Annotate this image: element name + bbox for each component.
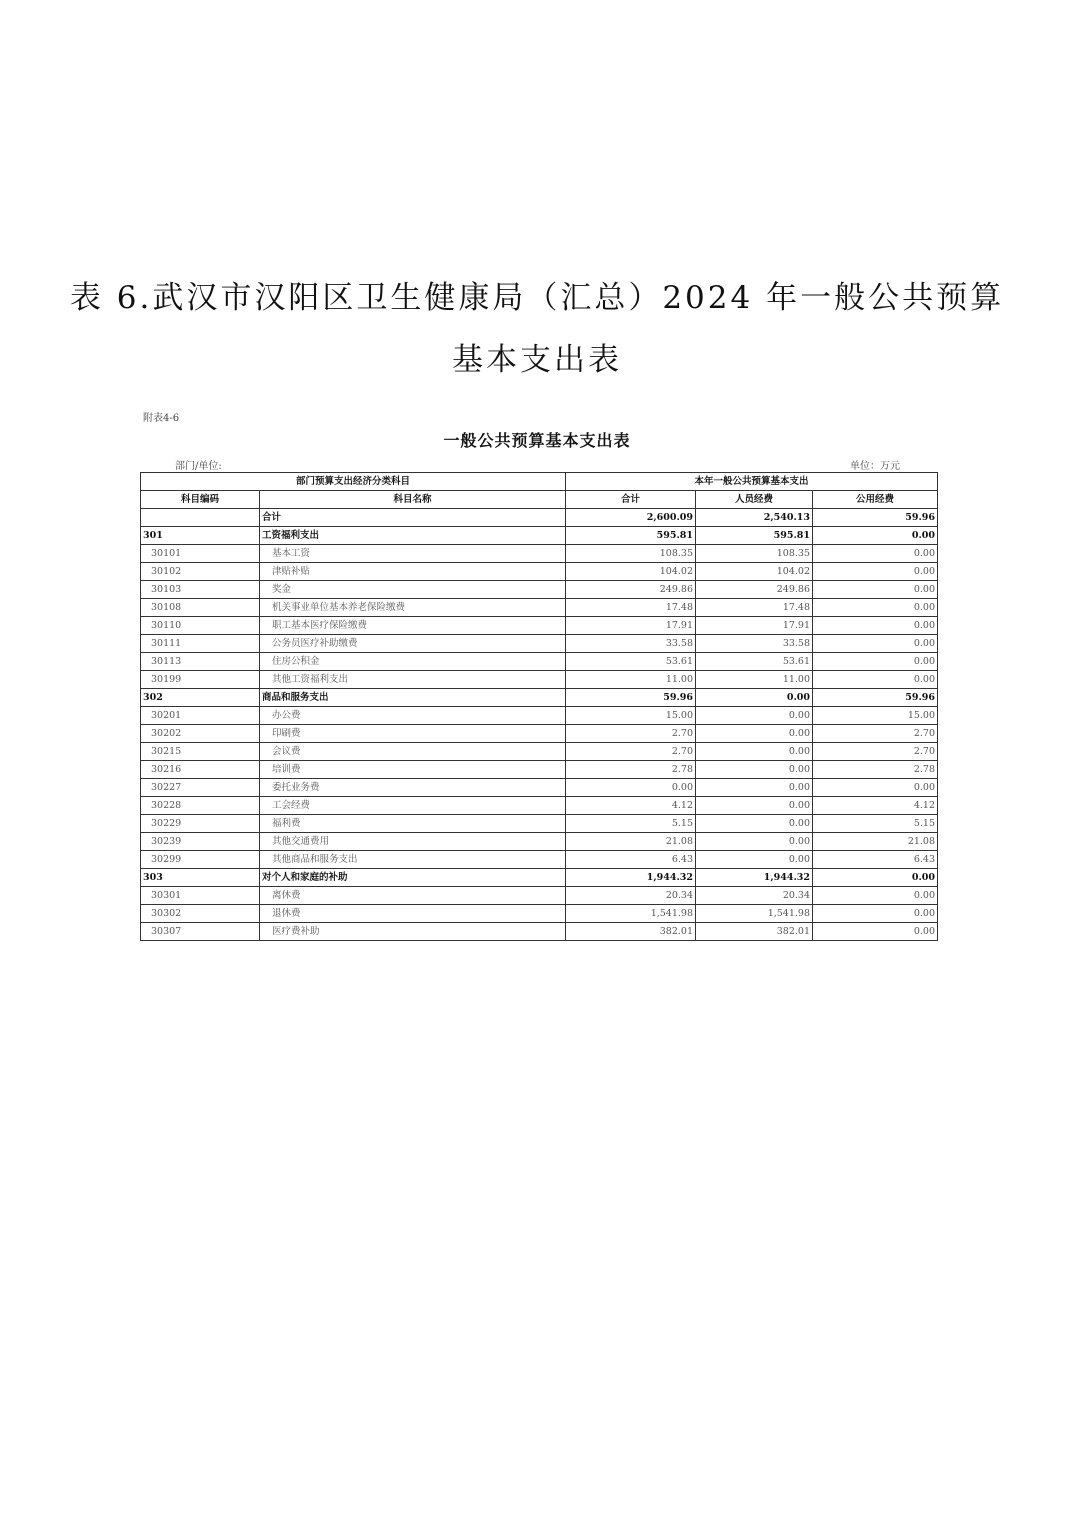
name-cell: 津贴补贴 <box>260 563 566 581</box>
name-cell: 基本工资 <box>260 545 566 563</box>
total-cell: 21.08 <box>566 833 696 851</box>
code-cell: 30228 <box>141 797 260 815</box>
total-cell: 5.15 <box>566 815 696 833</box>
name-cell: 商品和服务支出 <box>260 689 566 707</box>
name-cell: 奖金 <box>260 581 566 599</box>
code-cell: 30202 <box>141 725 260 743</box>
code-cell: 30239 <box>141 833 260 851</box>
public-cell: 0.00 <box>813 527 938 545</box>
page-title: 表 6.武汉市汉阳区卫生健康局（汇总）2024 年一般公共预算 <box>69 280 1005 316</box>
table-row <box>141 887 938 905</box>
total-cell: 2.78 <box>566 761 696 779</box>
total-cell: 17.91 <box>566 617 696 635</box>
personnel-cell: 0.00 <box>696 743 813 761</box>
total-cell: 249.86 <box>566 581 696 599</box>
public-cell: 6.43 <box>813 851 938 869</box>
code-cell: 30102 <box>141 563 260 581</box>
personnel-cell: 108.35 <box>696 545 813 563</box>
personnel-cell: 17.48 <box>696 599 813 617</box>
code-cell: 30302 <box>141 905 260 923</box>
total-cell: 20.34 <box>566 887 696 905</box>
code-cell: 30101 <box>141 545 260 563</box>
unit-label: 单位：万元 <box>850 461 900 472</box>
table-row <box>141 923 938 941</box>
total-cell: 17.48 <box>566 599 696 617</box>
total-cell: 595.81 <box>566 527 696 545</box>
code-cell: 30215 <box>141 743 260 761</box>
code-cell: 30113 <box>141 653 260 671</box>
personnel-cell: 11.00 <box>696 671 813 689</box>
public-cell: 0.00 <box>813 671 938 689</box>
public-cell: 2.70 <box>813 725 938 743</box>
name-cell: 住房公积金 <box>260 653 566 671</box>
name-cell: 会议费 <box>260 743 566 761</box>
personnel-cell: 0.00 <box>696 725 813 743</box>
personnel-cell: 20.34 <box>696 887 813 905</box>
public-cell: 2.78 <box>813 761 938 779</box>
column-header-name: 科目名称 <box>260 491 566 509</box>
public-cell: 15.00 <box>813 707 938 725</box>
dept-label: 部门/单位: <box>175 461 222 472</box>
column-header-total: 合计 <box>566 491 696 509</box>
budget-table <box>140 472 938 941</box>
name-cell: 办公费 <box>260 707 566 725</box>
public-cell: 0.00 <box>813 905 938 923</box>
name-cell: 工会经费 <box>260 797 566 815</box>
page-subtitle: 基本支出表 <box>452 342 622 378</box>
personnel-cell: 1,944.32 <box>696 869 813 887</box>
column-header-code: 科目编码 <box>141 491 260 509</box>
current-year-group-header: 本年一般公共预算基本支出 <box>566 473 938 491</box>
code-cell: 30227 <box>141 779 260 797</box>
name-cell: 职工基本医疗保险缴费 <box>260 617 566 635</box>
total-cell: 0.00 <box>566 779 696 797</box>
total-code-cell <box>141 509 260 527</box>
total-personnel-cell: 2,540.13 <box>696 509 813 527</box>
public-cell: 2.70 <box>813 743 938 761</box>
table-row <box>141 815 938 833</box>
name-cell: 医疗费补助 <box>260 923 566 941</box>
name-cell: 委托业务费 <box>260 779 566 797</box>
public-cell: 21.08 <box>813 833 938 851</box>
public-cell: 0.00 <box>813 887 938 905</box>
total-total-cell: 2,600.09 <box>566 509 696 527</box>
total-cell: 15.00 <box>566 707 696 725</box>
code-cell: 30103 <box>141 581 260 599</box>
table-row <box>141 617 938 635</box>
total-cell: 53.61 <box>566 653 696 671</box>
name-cell: 工资福利支出 <box>260 527 566 545</box>
personnel-cell: 0.00 <box>696 851 813 869</box>
personnel-cell: 0.00 <box>696 707 813 725</box>
code-cell: 30229 <box>141 815 260 833</box>
code-cell: 303 <box>141 869 260 887</box>
total-cell: 59.96 <box>566 689 696 707</box>
table-row <box>141 833 938 851</box>
code-cell: 30111 <box>141 635 260 653</box>
table-row <box>141 671 938 689</box>
total-name-cell: 合计 <box>260 509 566 527</box>
table-title: 一般公共预算基本支出表 <box>443 431 631 450</box>
total-cell: 382.01 <box>566 923 696 941</box>
name-cell: 离休费 <box>260 887 566 905</box>
code-cell: 30301 <box>141 887 260 905</box>
personnel-cell: 104.02 <box>696 563 813 581</box>
total-cell: 6.43 <box>566 851 696 869</box>
public-cell: 0.00 <box>813 617 938 635</box>
total-cell: 4.12 <box>566 797 696 815</box>
code-cell: 30108 <box>141 599 260 617</box>
table-row <box>141 707 938 725</box>
table-row <box>141 797 938 815</box>
personnel-cell: 249.86 <box>696 581 813 599</box>
column-header-personnel: 人员经费 <box>696 491 813 509</box>
table-row <box>141 779 938 797</box>
public-cell: 59.96 <box>813 689 938 707</box>
code-cell: 302 <box>141 689 260 707</box>
table-row <box>141 905 938 923</box>
total-cell: 2.70 <box>566 725 696 743</box>
total-public-cell: 59.96 <box>813 509 938 527</box>
public-cell: 0.00 <box>813 779 938 797</box>
table-row <box>141 761 938 779</box>
public-cell: 4.12 <box>813 797 938 815</box>
category-row <box>141 689 938 707</box>
name-cell: 对个人和家庭的补助 <box>260 869 566 887</box>
personnel-cell: 0.00 <box>696 797 813 815</box>
public-cell: 0.00 <box>813 869 938 887</box>
total-cell: 108.35 <box>566 545 696 563</box>
column-header-public: 公用经费 <box>813 491 938 509</box>
personnel-cell: 17.91 <box>696 617 813 635</box>
code-cell: 30201 <box>141 707 260 725</box>
personnel-cell: 33.58 <box>696 635 813 653</box>
public-cell: 0.00 <box>813 563 938 581</box>
personnel-cell: 595.81 <box>696 527 813 545</box>
code-cell: 30307 <box>141 923 260 941</box>
public-cell: 5.15 <box>813 815 938 833</box>
total-cell: 33.58 <box>566 635 696 653</box>
name-cell: 机关事业单位基本养老保险缴费 <box>260 599 566 617</box>
table-row <box>141 635 938 653</box>
total-cell: 104.02 <box>566 563 696 581</box>
total-cell: 11.00 <box>566 671 696 689</box>
code-cell: 301 <box>141 527 260 545</box>
table-row <box>141 851 938 869</box>
category-row <box>141 527 938 545</box>
personnel-cell: 0.00 <box>696 689 813 707</box>
public-cell: 0.00 <box>813 545 938 563</box>
name-cell: 其他商品和服务支出 <box>260 851 566 869</box>
name-cell: 印刷费 <box>260 725 566 743</box>
name-cell: 福利费 <box>260 815 566 833</box>
group-header-row <box>141 473 938 491</box>
personnel-cell: 382.01 <box>696 923 813 941</box>
classification-group-header: 部门预算支出经济分类科目 <box>141 473 566 491</box>
name-cell: 公务员医疗补助缴费 <box>260 635 566 653</box>
table-row <box>141 545 938 563</box>
table-row <box>141 653 938 671</box>
category-row <box>141 869 938 887</box>
personnel-cell: 0.00 <box>696 761 813 779</box>
name-cell: 退休费 <box>260 905 566 923</box>
code-cell: 30216 <box>141 761 260 779</box>
public-cell: 0.00 <box>813 635 938 653</box>
public-cell: 0.00 <box>813 653 938 671</box>
column-header-row <box>141 491 938 509</box>
total-cell: 1,541.98 <box>566 905 696 923</box>
code-cell: 30110 <box>141 617 260 635</box>
total-row <box>141 509 938 527</box>
code-cell: 30199 <box>141 671 260 689</box>
personnel-cell: 1,541.98 <box>696 905 813 923</box>
total-cell: 1,944.32 <box>566 869 696 887</box>
table-row <box>141 743 938 761</box>
table-row <box>141 725 938 743</box>
personnel-cell: 0.00 <box>696 815 813 833</box>
personnel-cell: 0.00 <box>696 779 813 797</box>
public-cell: 0.00 <box>813 923 938 941</box>
personnel-cell: 0.00 <box>696 833 813 851</box>
annex-label: 附表4-6 <box>143 413 180 424</box>
personnel-cell: 53.61 <box>696 653 813 671</box>
table-row <box>141 599 938 617</box>
table-row <box>141 563 938 581</box>
code-cell: 30299 <box>141 851 260 869</box>
public-cell: 0.00 <box>813 581 938 599</box>
name-cell: 其他交通费用 <box>260 833 566 851</box>
table-row <box>141 581 938 599</box>
name-cell: 其他工资福利支出 <box>260 671 566 689</box>
name-cell: 培训费 <box>260 761 566 779</box>
public-cell: 0.00 <box>813 599 938 617</box>
total-cell: 2.70 <box>566 743 696 761</box>
